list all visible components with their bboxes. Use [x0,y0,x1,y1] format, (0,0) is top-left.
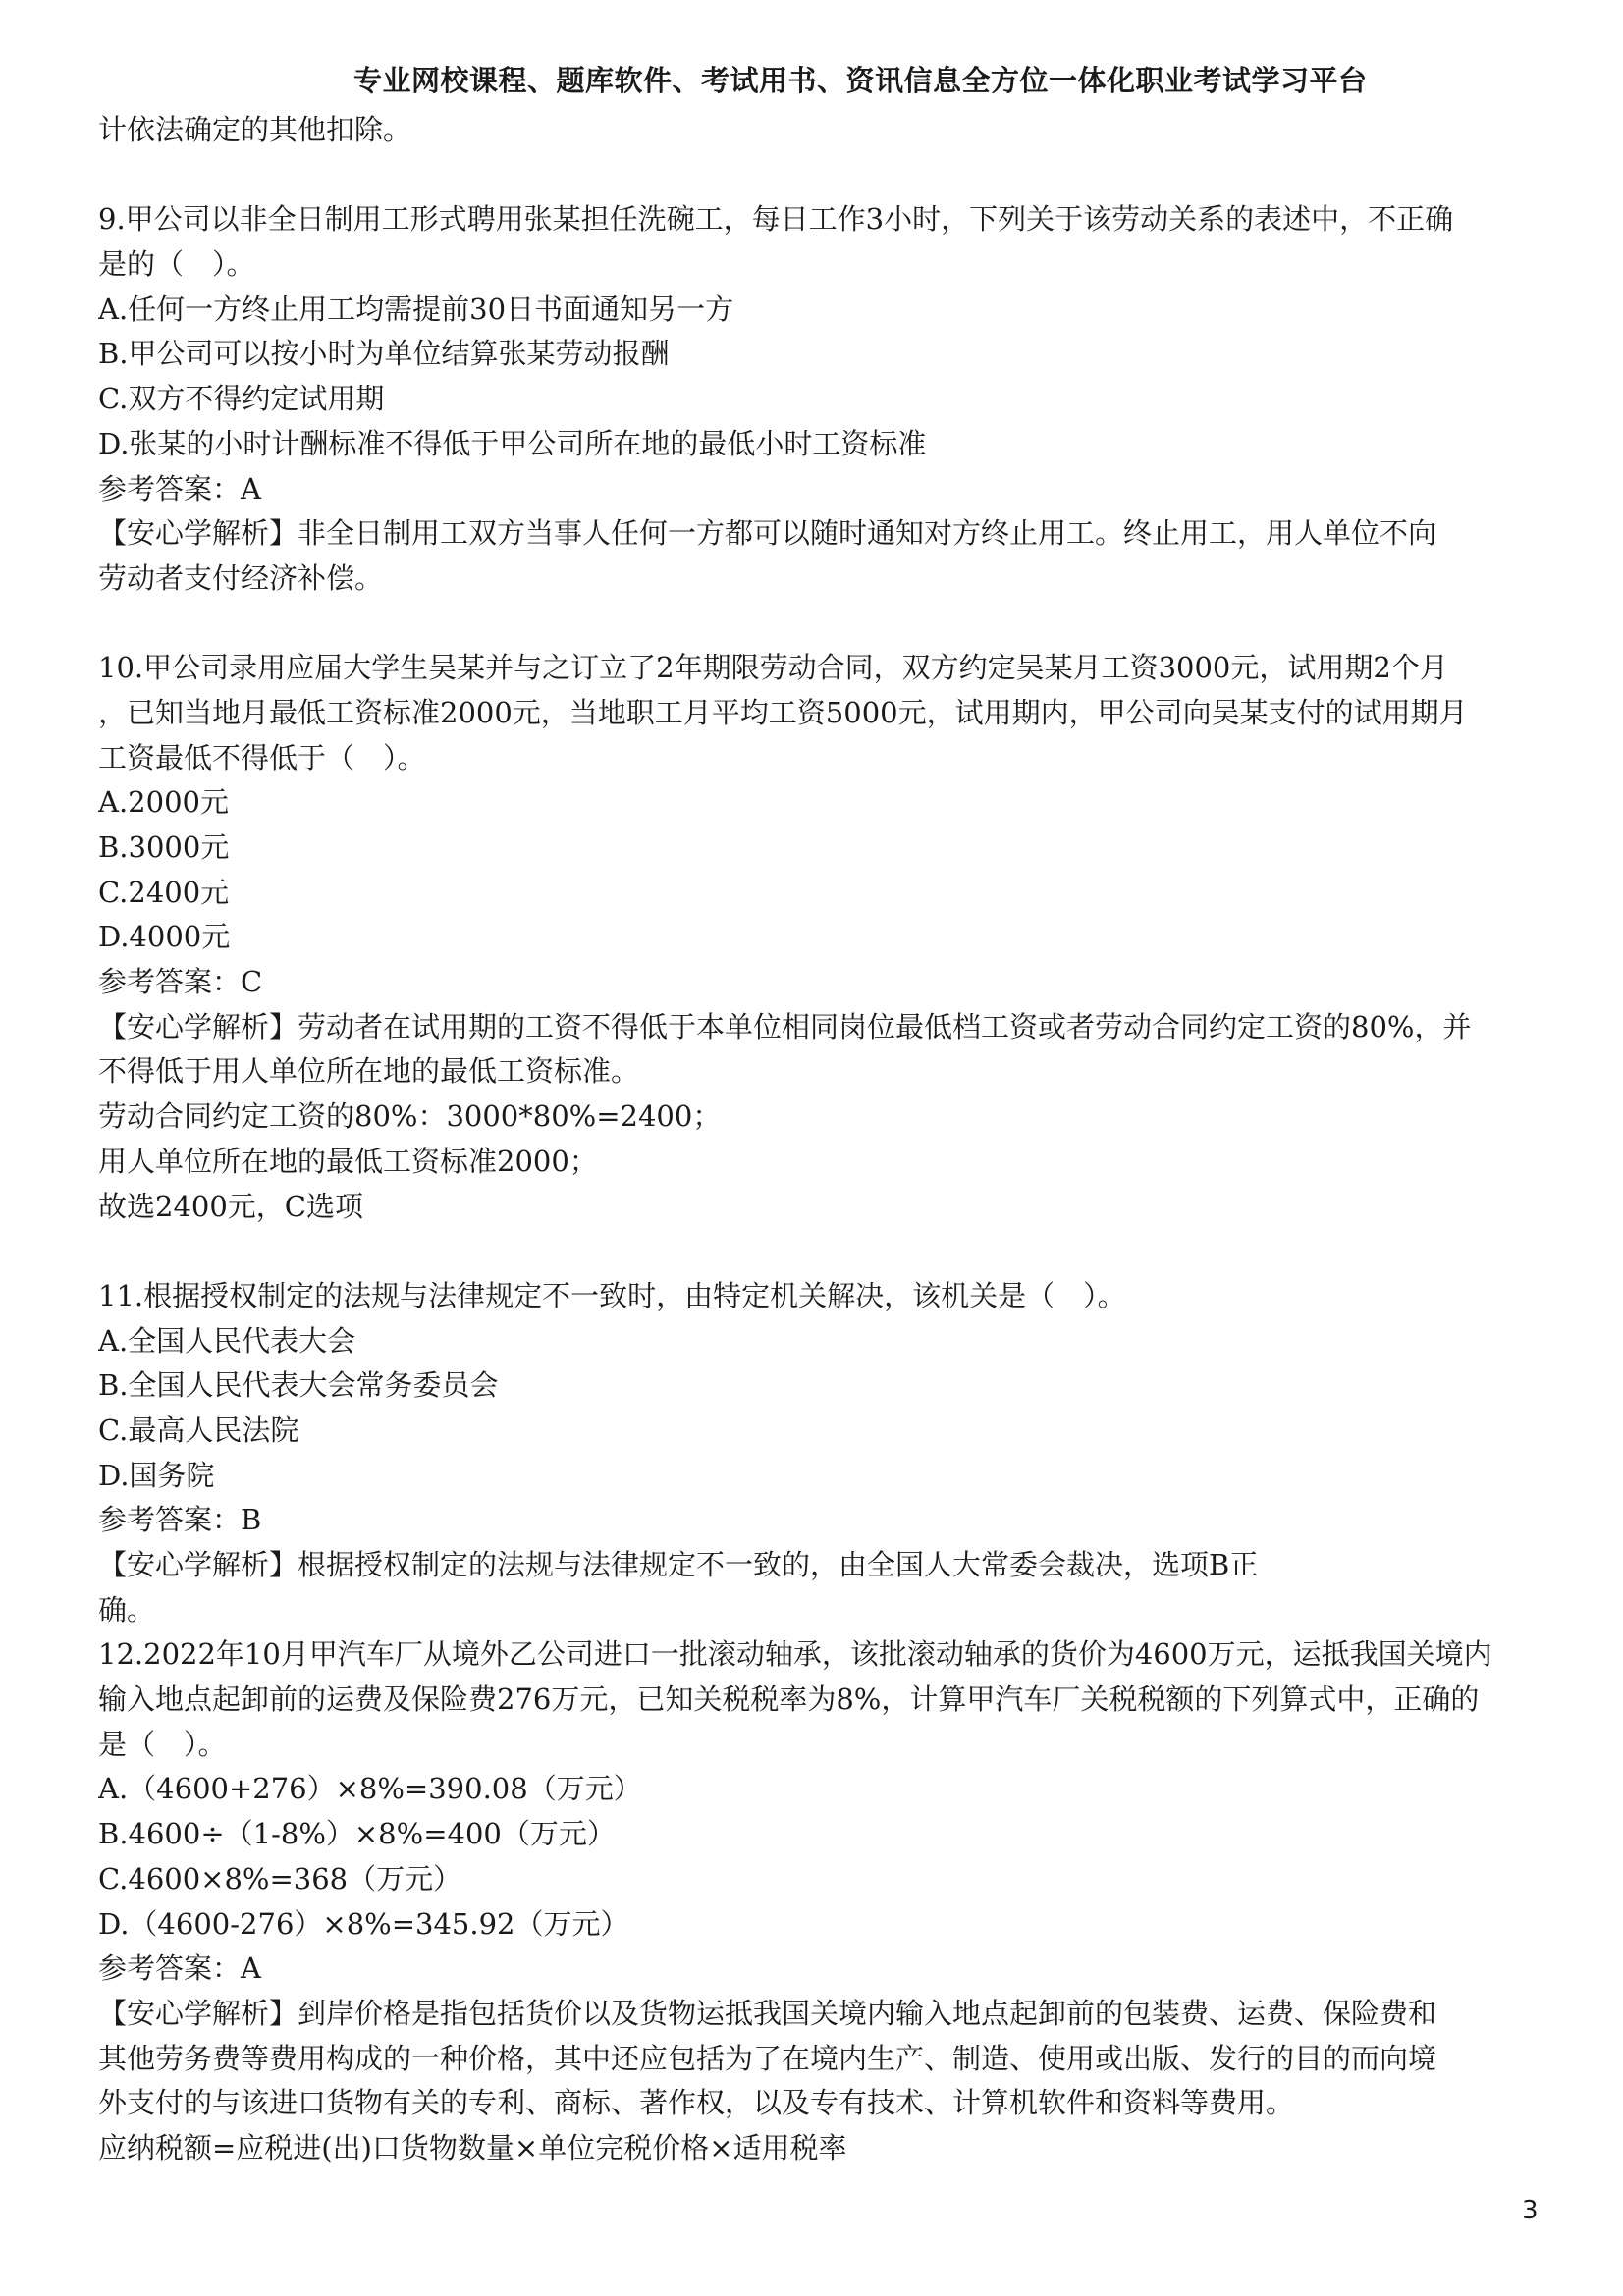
text-line: 参考答案：B [98,1503,262,1537]
text-line: C.最高人民法院 [98,1413,299,1447]
document-body [98,108,1532,2171]
text-line: 确。 [98,1592,156,1627]
text-line: 劳动合同约定工资的80%：3000*80%=2400； [98,1099,722,1134]
text-line: C.4600×8%=368（万元） [98,1861,462,1896]
text-line: 应纳税额=应税进(出)口货物数量×单位完税价格×适用税率 [98,2130,847,2164]
text-line: 参考答案：A [98,1951,261,1986]
text-line: 是（ ）。 [98,1727,227,1761]
text-line: A.2000元 [98,785,229,820]
blank-line [98,1229,1532,1274]
text-line: 10.甲公司录用应届大学生吴某并与之订立了2年期限劳动合同，双方约定吴某月工资3000元，试用期2个月 [98,651,1448,685]
text-line: B.全国人民代表大会常务委员会 [98,1368,499,1403]
text-line: 是的（ ）。 [98,247,255,282]
text-line: 参考答案：C [98,965,263,999]
text-line: D.（4600-276）×8%=345.92（万元） [98,1906,629,1941]
text-line: B.甲公司可以按小时为单位结算张某劳动报酬 [98,337,670,371]
text-line: 11.根据授权制定的法规与法律规定不一致时，由特定机关解决，该机关是（ ）。 [98,1278,1126,1312]
text-line: A.（4600+276）×8%=390.08（万元） [98,1772,642,1806]
text-line: 输入地点起卸前的运费及保险费276万元，已知关税税率为8%，计算甲汽车厂关税税额的下列算式中，正确的 [98,1682,1480,1717]
text-line: 其他劳务费等费用构成的一种价格，其中还应包括为了在境内生产、制造、使用或出版、发行的目的而向境 [98,2041,1437,2075]
text-line: 【安心学解析】到岸价格是指包括货价以及货物运抵我国关境内输入地点起卸前的包装费、运费、保险费和 [98,1996,1437,2030]
text-line: 用人单位所在地的最低工资标准2000； [98,1144,598,1178]
text-line: A.任何一方终止用工均需提前30日书面通知另一方 [98,292,734,326]
text-line: 【安心学解析】根据授权制定的法规与法律规定不一致的，由全国人大常委会裁决，选项B正 [98,1548,1259,1581]
text-line: 9.甲公司以非全日制用工形式聘用张某担任洗碗工，每日工作3小时，下列关于该劳动关系的表述中，不正确 [98,202,1454,237]
text-line: B.3000元 [98,830,230,864]
text-line: 劳动者支付经济补偿。 [98,561,384,595]
text-line: 计依法确定的其他扣除。 [98,113,412,146]
text-line: 工资最低不得低于（ ）。 [98,740,426,774]
text-line: 参考答案：A [98,471,261,506]
text-line: D.张某的小时计酬标准不得低于甲公司所在地的最低小时工资标准 [98,426,927,460]
text-line: 故选2400元，C选项 [98,1189,363,1223]
text-line: 外支付的与该进口货物有关的专利、商标、著作权，以及专有技术、计算机软件和资料等费用。 [98,2086,1295,2120]
text-line: D.国务院 [98,1458,215,1492]
text-line: A.全国人民代表大会 [98,1323,356,1358]
text-line: ，已知当地月最低工资标准2000元，当地职工月平均工资5000元，试用期内，甲公司向吴某支付的试用期月 [98,695,1468,729]
page-header: 专业网校课程、题库软件、考试用书、资讯信息全方位一体化职业考试学习平台 [353,64,1368,97]
text-line: C.2400元 [98,875,230,909]
page-number: 3 [1522,2196,1539,2225]
text-line: 12.2022年10月甲汽车厂从境外乙公司进口一批滚动轴承，该批滚动轴承的货价为4600万元，运抵我国关境内 [98,1637,1492,1672]
blank-line [98,153,1532,198]
blank-line [98,602,1532,647]
text-line: B.4600÷（1-8%）×8%=400（万元） [98,1817,616,1851]
text-line: C.双方不得约定试用期 [98,382,385,416]
text-line: 【安心学解析】非全日制用工双方当事人任何一方都可以随时通知对方终止用工。终止用工，用人单位不向 [98,516,1437,551]
text-line: 【安心学解析】劳动者在试用期的工资不得低于本单位相同岗位最低档工资或者劳动合同约定工资的80%，并 [98,1009,1472,1043]
text-line: 不得低于用人单位所在地的最低工资标准。 [98,1054,640,1089]
text-line: D.4000元 [98,920,231,954]
